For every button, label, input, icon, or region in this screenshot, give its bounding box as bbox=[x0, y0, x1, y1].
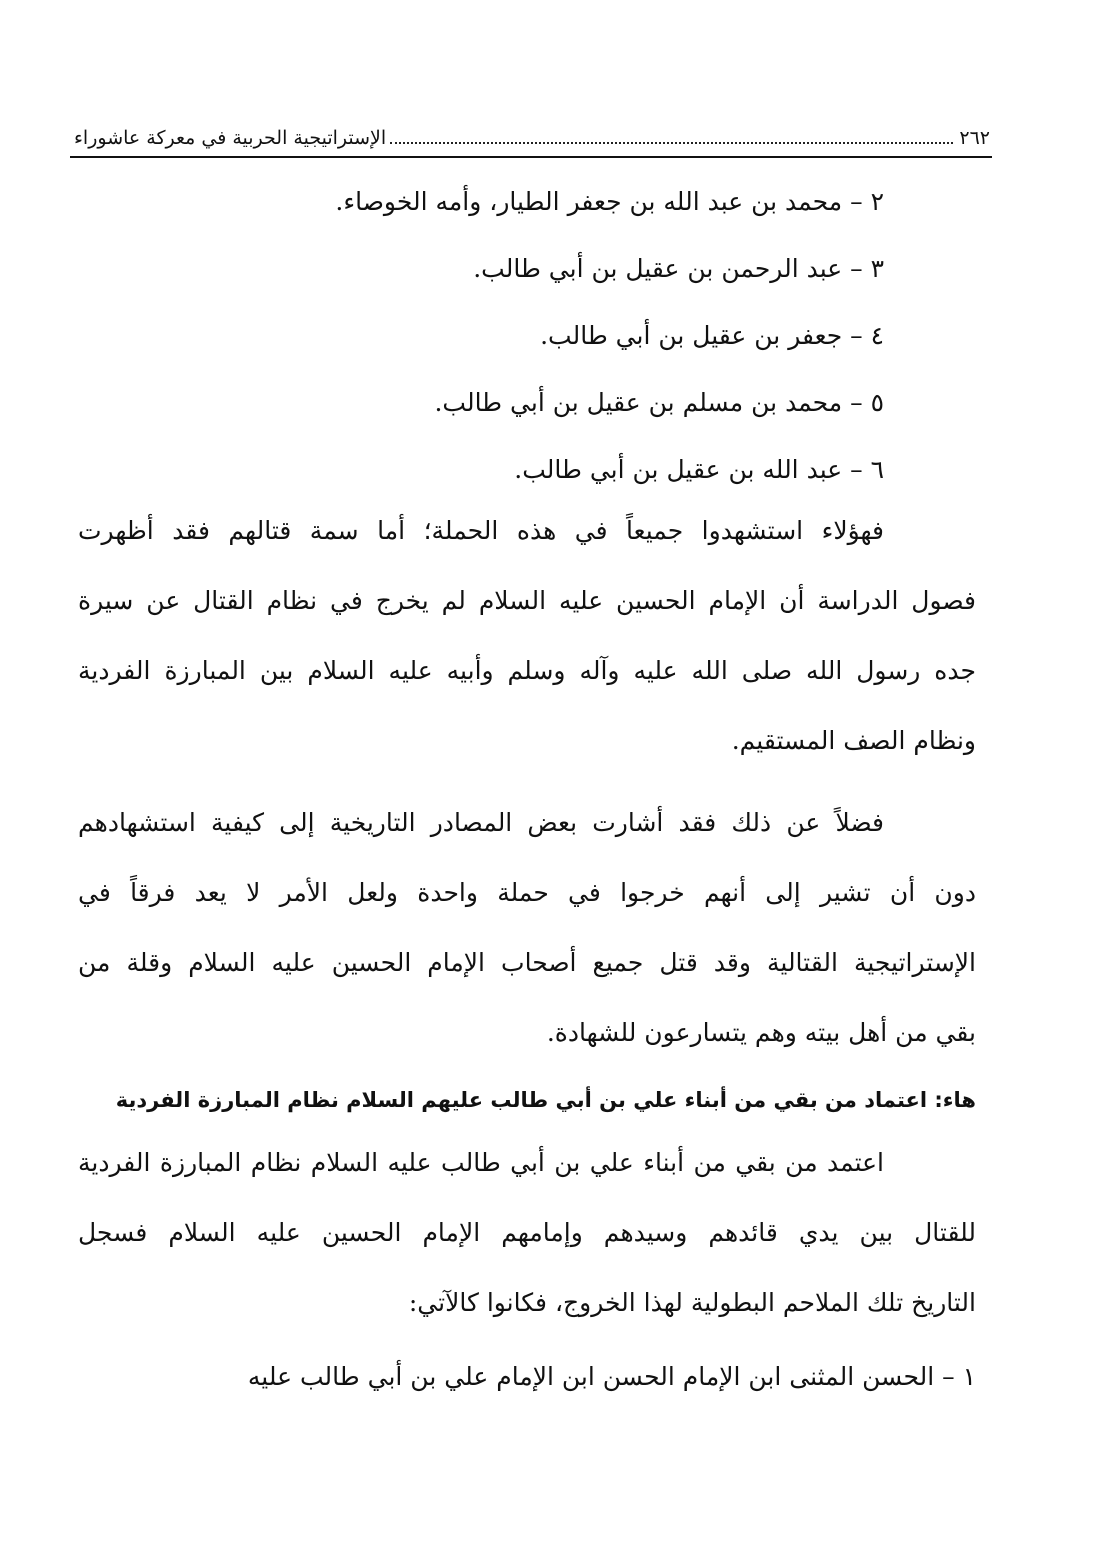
running-title: الإستراتيجية الحربية في معركة عاشوراء bbox=[74, 127, 387, 149]
running-header bbox=[74, 118, 990, 152]
list-item: ٥ – محمد بن مسلم بن عقيل بن أبي طالب. bbox=[434, 388, 884, 417]
paragraph bbox=[78, 788, 976, 1068]
paragraph-line: فهؤلاء استشهدوا جميعاً في هذه الحملة؛ أما سمة قتالهم فقد أظهرت bbox=[78, 516, 884, 545]
page-number: ٢٦٢ bbox=[959, 127, 990, 149]
page-body bbox=[78, 184, 976, 1412]
list-item bbox=[78, 1342, 976, 1412]
paragraph-line: التاريخ تلك الملاحم البطولية لهذا الخروج، فكانوا كالآتي: bbox=[408, 1288, 976, 1317]
list-item: ٤ – جعفر بن عقيل بن أبي طالب. bbox=[540, 321, 884, 350]
paragraph-line: دون أن تشير إلى أنهم خرجوا في حملة واحدة ولعل الأمر لا يعد فرقاً في bbox=[78, 878, 976, 907]
header-rule bbox=[70, 156, 992, 158]
paragraph-line: بقي من أهل بيته وهم يتسارعون للشهادة. bbox=[546, 1018, 976, 1047]
paragraph-line: للقتال بين يدي قائدهم وسيدهم وإمامهم الإمام الحسين عليه السلام فسجل bbox=[78, 1218, 976, 1247]
paragraph-line: ١ – الحسن المثنى ابن الإمام الحسن ابن الإمام علي بن أبي طالب عليه bbox=[247, 1362, 976, 1391]
list-item: ٢ – محمد بن عبد الله بن جعفر الطيار، وأمه الخوصاء. bbox=[335, 187, 884, 216]
paragraph-line: الإستراتيجية القتالية وقد قتل جميع أصحاب الإمام الحسين عليه السلام وقلة من bbox=[78, 948, 976, 977]
paragraph bbox=[78, 1128, 976, 1338]
header-dot-leader bbox=[390, 142, 953, 144]
paragraph-line: جده رسول الله صلى الله عليه وآله وسلم وأبيه عليه السلام بين المبارزة الفردية bbox=[78, 656, 976, 685]
list-item: ٦ – عبد الله بن عقيل بن أبي طالب. bbox=[514, 455, 884, 484]
paragraph-line: فضلاً عن ذلك فقد أشارت بعض المصادر التاريخية إلى كيفية استشهادهم bbox=[78, 808, 884, 837]
paragraph-line: ونظام الصف المستقيم. bbox=[731, 726, 976, 755]
section-heading: هاء: اعتماد من بقي من أبناء علي بن أبي طالب عليهم السلام نظام المبارزة الفردية bbox=[115, 1088, 976, 1112]
paragraph-line: اعتمد من بقي من أبناء علي بن أبي طالب عليه السلام نظام المبارزة الفردية bbox=[78, 1148, 884, 1177]
list-item: ٣ – عبد الرحمن بن عقيل بن أبي طالب. bbox=[473, 254, 884, 283]
paragraph-line: فصول الدراسة أن الإمام الحسين عليه السلام لم يخرج في نظام القتال عن سيرة bbox=[78, 586, 976, 615]
paragraph bbox=[78, 496, 976, 776]
